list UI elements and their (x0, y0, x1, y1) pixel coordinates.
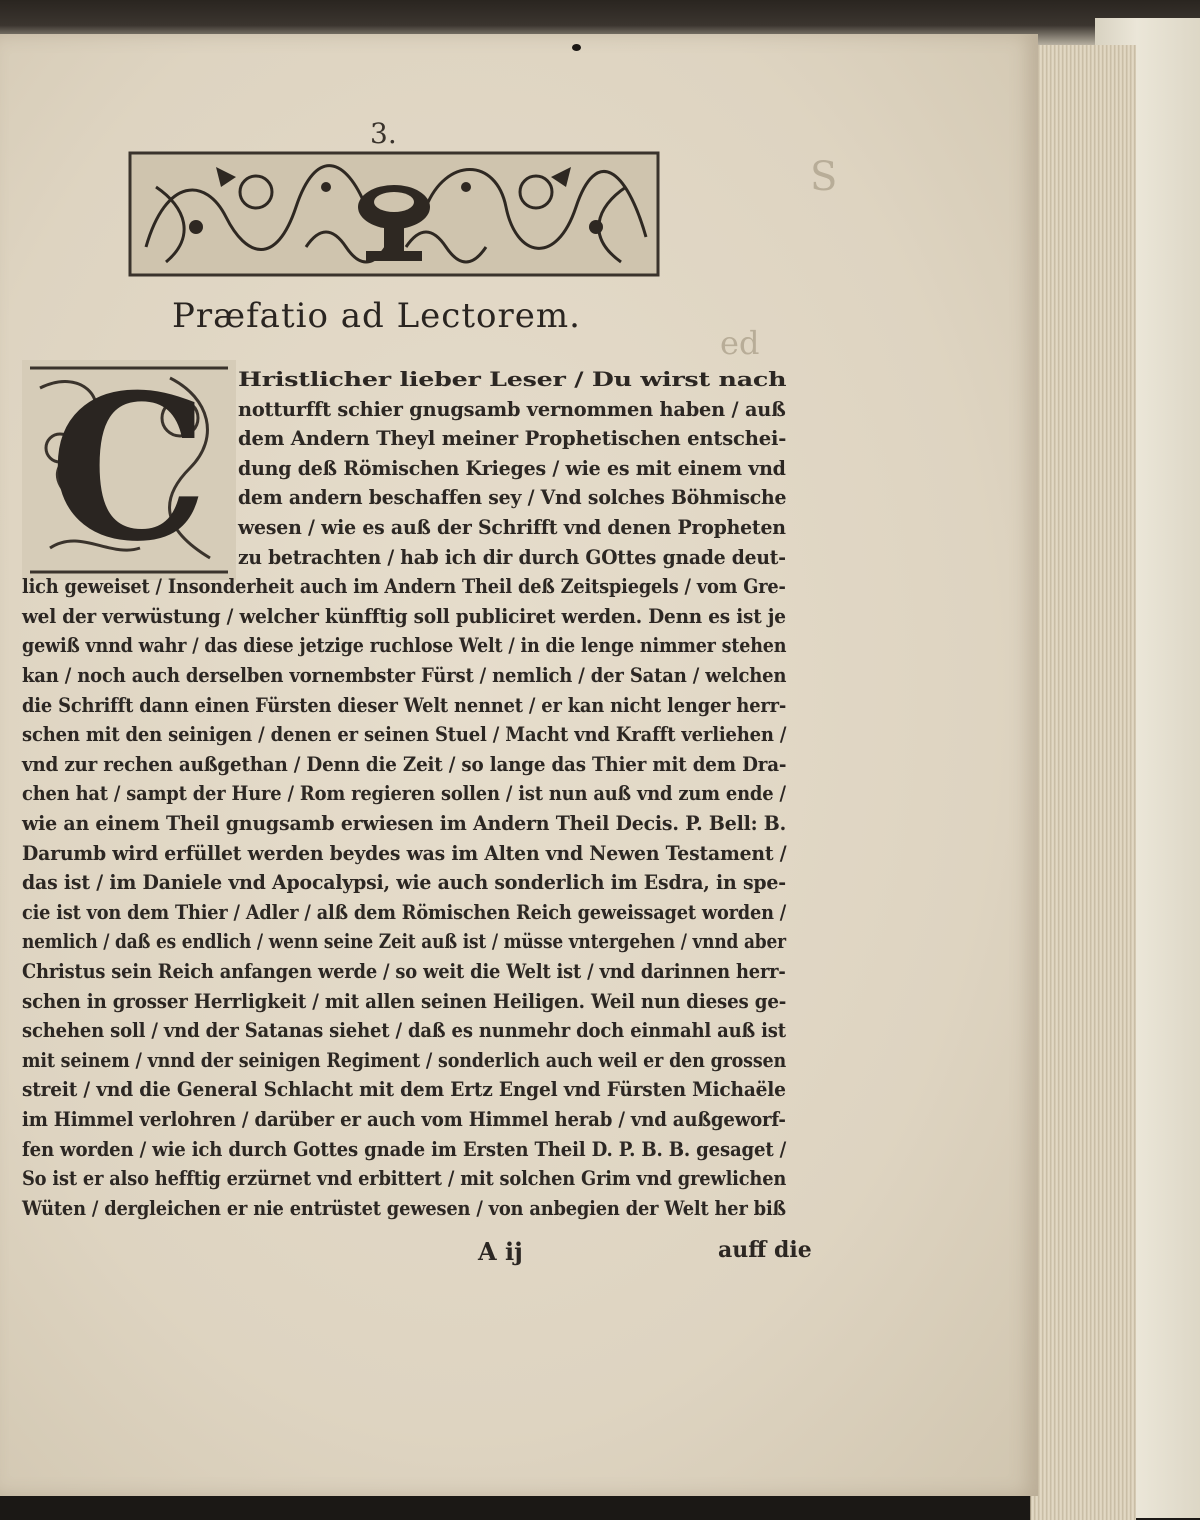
text-line: schen mit den seinigen / denen er seinen Stuel / Macht vnd Krafft verliehen / (22, 722, 787, 747)
text-line: wie an einem Theil gnugsamb erwiesen im Andern Theil Decis. P. Bell: B. (22, 811, 787, 835)
text-line: notturfft schier gnugsamb vernommen haben / auß (238, 396, 786, 421)
text-line: lich geweiset / Insonderheit auch im Andern Theil deß Zeitspiegels / vom Gre- (22, 574, 786, 599)
text-line: wel der verwüstung / welcher künfftig soll publiciret werden. Denn es ist je (22, 603, 786, 628)
text-line: vnd zur rechen außgethan / Denn die Zeit / so lange das Thier mit dem Dra- (22, 751, 787, 776)
signature-mark: A ij (478, 1237, 523, 1266)
text-line: dung deß Römischen Krieges / wie es mit einem vnd (238, 455, 786, 480)
text-line: Hristlicher lieber Leser / Du wirst nach (238, 367, 787, 391)
text-line: das ist / im Daniele vnd Apocalypsi, wie auch sonderlich im Esdra, in spe- (22, 870, 786, 895)
text-line: im Himmel verlohren / darüber er auch vom Himmel herab / vnd außgeworf- (22, 1107, 786, 1131)
drop-cap-letter: C (49, 358, 209, 582)
text-line: dem andern beschaffen sey / Vnd solches Böhmische (238, 485, 787, 510)
show-through-text: S (810, 154, 838, 200)
catchword: auff die (718, 1237, 812, 1263)
text-line: cie ist von dem Thier / Adler / alß dem Römischen Reich geweissaget worden / (22, 899, 787, 924)
text-line: fen worden / wie ich durch Gottes gnade im Ersten Theil D. P. B. B. gesaget / (22, 1136, 787, 1161)
text-line: schen in grosser Herrligkeit / mit allen seinen Heiligen. Weil nun dieses ge- (22, 988, 787, 1013)
text-line: wesen / wie es auß der Schrifft vnd denen Propheten (238, 515, 786, 539)
page-number: 3. (370, 117, 397, 150)
text-line: Christus sein Reich anfangen werde / so weit die Welt ist / vnd darinnen herr- (22, 959, 786, 983)
page-edges (1030, 45, 1136, 1520)
text-line: kan / noch auch derselben vornembster Fürst / nemlich / der Satan / welchen (22, 663, 787, 687)
heading: Præfatio ad Lectorem. (172, 296, 581, 336)
text-line: Wüten / dergleichen er nie entrüstet gewesen / von anbegien der Welt her biß (22, 1195, 786, 1220)
text-line: dem Andern Theyl meiner Prophetischen entschei- (238, 426, 787, 451)
text-line: So ist er also hefftig erzürnet vnd erbittert / mit solchen Grim vnd grewlichen (22, 1166, 787, 1191)
text-line: streit / vnd die General Schlacht mit dem Ertz Engel vnd Fürsten Michaële (22, 1077, 786, 1102)
text-line: schehen soll / vnd der Satanas siehet / daß es nunmehr doch einmahl auß ist (22, 1018, 786, 1043)
show-through-text: ed (720, 324, 760, 362)
sewing-hole (572, 44, 581, 51)
text-line: chen hat / sampt der Hure / Rom regieren sollen / ist nun auß vnd zum ende / (22, 781, 786, 806)
text-line: Darumb wird erfüllet werden beydes was im Alten vnd Newen Testament / (22, 840, 787, 865)
text-line: gewiß vnnd wahr / das diese jetzige ruchlose Welt / in die lenge nimmer stehen (22, 633, 787, 658)
text-line: die Schrifft dann einen Fürsten dieser Welt nennet / er kan nicht lenger herr- (22, 692, 787, 717)
decorated-initial (20, 358, 238, 582)
text-line: nemlich / daß es endlich / wenn seine Zeit auß ist / müsse vntergehen / vnnd aber (22, 929, 786, 954)
headpiece-ornament (126, 147, 662, 281)
text-line: mit seinem / vnnd der seinigen Regiment / sonderlich auch weil er den grossen (22, 1047, 787, 1072)
text-line: zu betrachten / hab ich dir durch GOttes gnade deut- (238, 544, 786, 569)
